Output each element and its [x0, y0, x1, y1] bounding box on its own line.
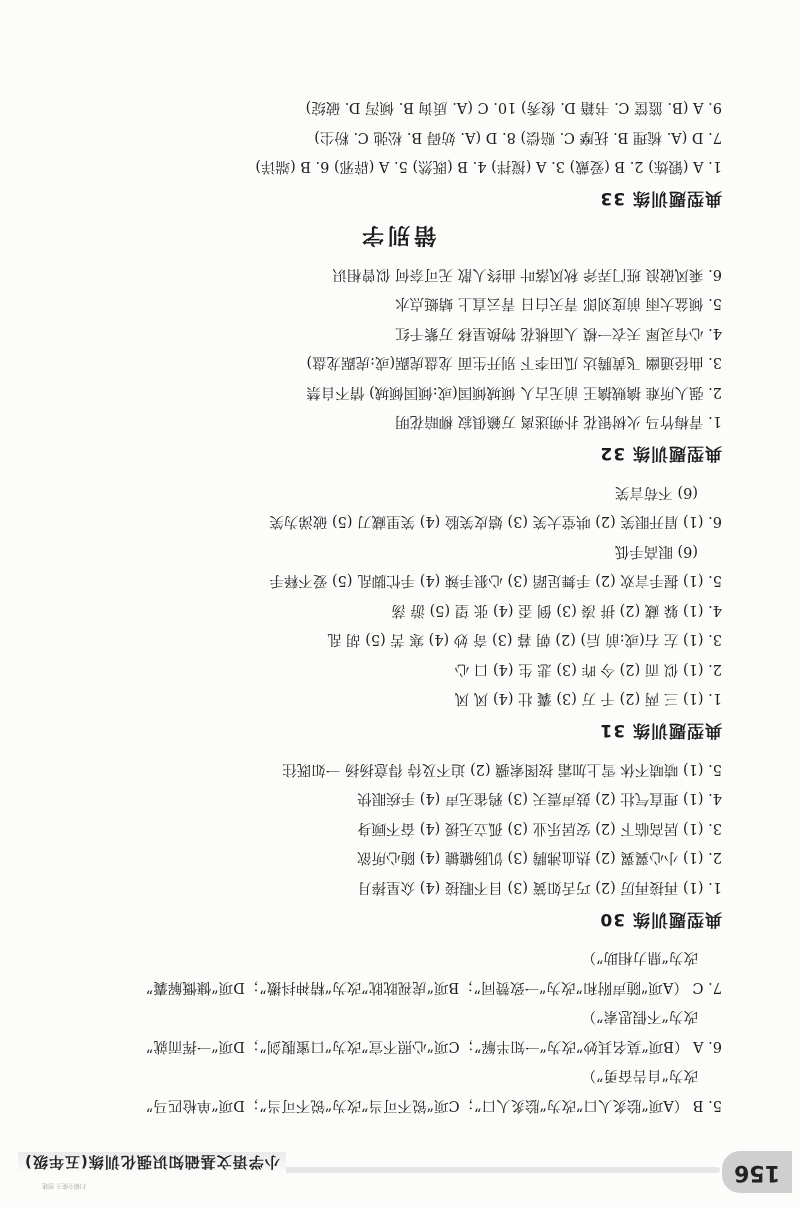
answer-line: 改为“不假思索”） — [581, 1008, 698, 1025]
answer-line: 7. D (A. 梳理 B. 抚摩 C. 赔偿) 8. D (A. 妨碍 B. 松弛 C. 粉尘) — [314, 129, 722, 145]
answer-line: 1. 青梅竹马 火树银花 扑朔迷离 万籁俱寂 柳暗花明 — [395, 413, 722, 430]
answer-line: (6) 眼高手低 — [614, 543, 698, 559]
answer-line: 1. (1) 再接再厉 (2) 巧舌如簧 (3) 目不暇接 (4) 众星捧月 — [357, 879, 722, 895]
answer-line: 4. 心有灵犀 天衣一模 人面桃花 物换星移 万紫千红 — [395, 325, 722, 341]
intro-answers — [72, 942, 722, 1119]
answer-line: 改为“自告奋勇”） — [581, 1067, 698, 1084]
answer-line: 6. (1) 眉开眼笑 (2) 哄堂大笑 (3) 嬉皮笑脸 (4) 笑里藏刀 (5) 破涕为笑 — [269, 513, 722, 530]
section-heading: 典型题训练 32 — [599, 443, 722, 464]
section-heading: 典型题训练 30 — [599, 909, 722, 929]
answer-line: 1. (1) 三 两 (2) 千 万 (3) 囊 壮 (4) 风 风 — [454, 690, 722, 707]
page-header — [0, 1149, 800, 1195]
book-title: 小学语文基础知识强化训练(五年级) — [18, 1152, 286, 1173]
section-heading: 典型题训练 31 — [599, 720, 722, 741]
answer-line: 4. (1) 躲 藏 (2) 拼 凑 (3) 倒 歪 (4) 张 望 (5) 游 荡 — [391, 602, 722, 618]
answer-line: 5. B （A项“脍炙人口”改为“脍炙人口”；C项“锐不可当”改为“锐不可当”；D项“单枪匹马” — [145, 1097, 722, 1113]
answer-line: 5. (1) 握手言欢 (2) 手舞足蹈 (3) 心狠手辣 (4) 手忙脚乱 (5) 爱不释手 — [269, 572, 722, 589]
answer-line: 2. (1) 小心翼翼 (2) 热血沸腾 (3) 饥肠辘辘 (4) 随心所欲 — [357, 849, 722, 866]
answer-line: 4. (1) 理直气壮 (2) 鼓声震天 (3) 鸦雀无声 (4) 手疾眼快 — [357, 790, 722, 807]
answer-content — [72, 86, 722, 1119]
answer-line: (6) 不苟言笑 — [614, 484, 698, 500]
answer-line: 5. (1) 啧啧不休 雪上加霜 按图索骥 (2) 迫不及待 得意扬扬 一如既往 — [282, 761, 722, 777]
answer-line: 2. (1) 似 而 (2) 今 昨 (3) 悲 生 (4) 口 心 — [454, 661, 722, 677]
header-rule — [240, 1167, 720, 1173]
answer-line: 5. 倾盆大雨 前度刘郎 青天白日 青云直上 蜻蜓点水 — [395, 295, 722, 312]
answer-line: 6. 乘风破浪 班门弄斧 秋风落叶 曲终人散 无可奈何 似曾相识 — [332, 266, 722, 282]
section-32 — [72, 259, 722, 469]
answer-line: 9. A (B. 篮筐 C. 书籍 D. 俊秀) 10. C (A. 质询 B. 倾泻 D. 破绽) — [305, 99, 722, 116]
answer-line: 2. 强人所难 擒贼擒王 前无古人 倾城倾国(或:倾国倾城) 情不自禁 — [306, 384, 722, 400]
answer-line: 3. (1) 居高临下 (2) 安居乐业 (3) 孤立无援 (4) 奋不顾身 — [357, 820, 722, 836]
answer-line: 3. (1) 左 右(或:前 后) (2) 朝 暮 (3) 奇 妙 (4) 寒 苦 (5) 胡 乱 — [327, 631, 722, 648]
answer-line: 改为“鼎力相助”） — [581, 949, 698, 966]
answer-line: 3. 曲径通幽 飞黄腾达 瓜田李下 别开生面 龙盘虎踞(或:虎踞龙盘) — [306, 354, 722, 371]
section-30 — [72, 754, 722, 935]
section-heading: 典型题训练 33 — [599, 188, 722, 209]
answer-line: 7. C （A项“随声附和”改为“一致赞同”；B项“虎视眈眈”改为“精神抖擞”；D项“慷慨解囊” — [145, 979, 722, 995]
answer-line: 6. A （B项“莫名其妙”改为“一知半解”；C项“心照不宣”改为“口蜜腹剑”；D项“一挥而就” — [145, 1038, 722, 1054]
answer-line: 1. A (锻炼) 2. B (爱戴) 3. A (搅拌) 4. B (既然) 5. A (辟邪) 6. B (端详) — [255, 158, 722, 175]
page-number: 156 — [722, 1151, 792, 1193]
section-31 — [72, 477, 722, 746]
section-33 — [72, 92, 722, 214]
scanner-watermark: 扫描全能王 创建 — [42, 1182, 86, 1189]
chapter-title: 错别字 — [358, 222, 437, 248]
